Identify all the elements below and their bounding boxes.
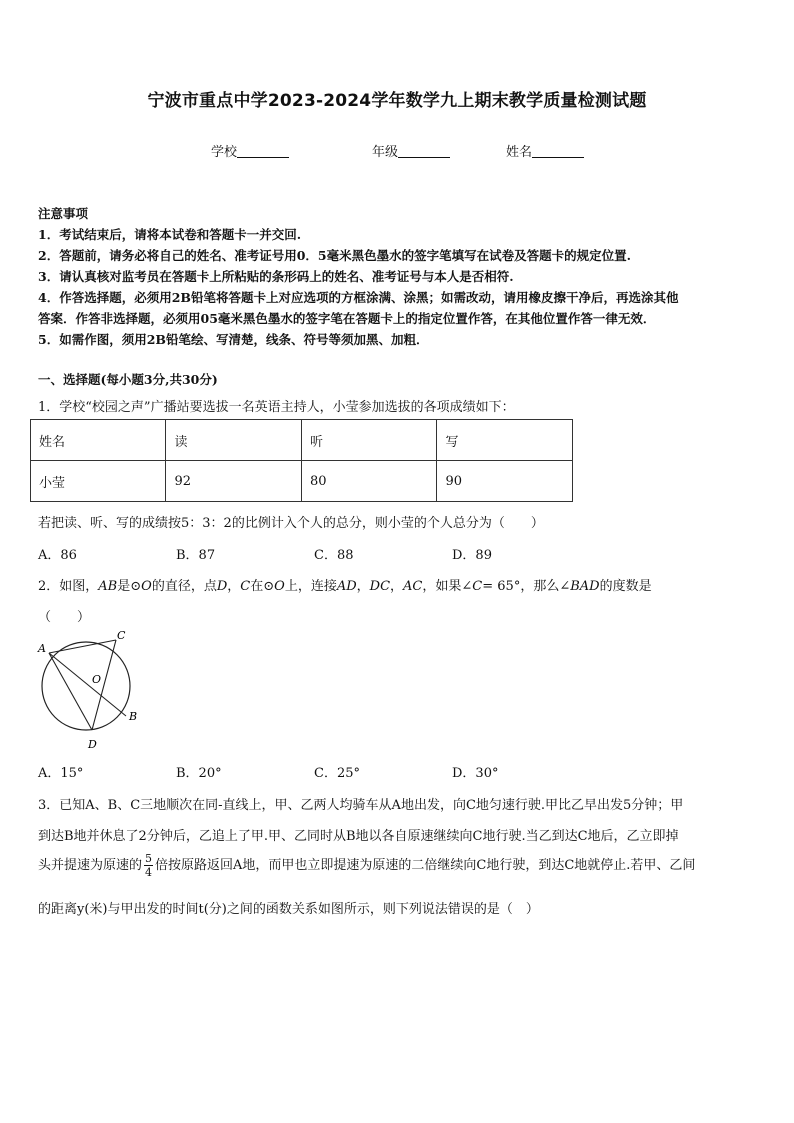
q2-paren: （ ）: [38, 610, 91, 625]
q3-line-with-fraction: [38, 852, 695, 879]
q2-option-d: D．30°: [452, 766, 499, 781]
q2-text: 在⊙: [250, 579, 275, 594]
q2-math: C: [240, 579, 251, 594]
q2-math: C: [472, 579, 483, 594]
q2-text: 2．如图，: [38, 579, 99, 594]
notice-heading: 注意事项: [38, 206, 89, 221]
label-d: D: [88, 738, 97, 751]
q2-math: D: [216, 579, 228, 594]
q2-text: ，如果∠: [422, 579, 473, 594]
table-cell: 姓名: [31, 420, 166, 461]
notice-item: 4．作答选择题，必须用2B铅笔将答题卡上对应选项的方框涂满、涂黑；如需改动，请用橡皮擦干净后，再选涂其他: [38, 290, 679, 305]
notice-item: 3．请认真核对监考员在答题卡上所粘贴的条形码上的姓名、准考证号与本人是否相符.: [38, 269, 514, 284]
table-cell: 小莹: [31, 461, 166, 502]
table-cell: 92: [166, 461, 302, 502]
table-cell: 80: [301, 461, 437, 502]
table-cell: 90: [437, 461, 573, 502]
table-cell: 听: [301, 420, 437, 461]
q2-text: 上，连接: [284, 579, 337, 594]
circle-outline: [42, 642, 130, 730]
fraction-denominator: 4: [145, 866, 153, 879]
diameter-ab: [49, 653, 126, 716]
q1-option-a: A．86: [38, 548, 77, 563]
q2-math: AB: [98, 579, 118, 594]
notice-item: 2．答题前，请务必将自己的姓名、准考证号用0．5毫米黑色墨水的签字笔填写在试卷及答题卡的规定位置.: [38, 248, 631, 263]
q2-text: 是⊙: [117, 579, 142, 594]
q2-text: ，: [390, 579, 404, 594]
q1-option-b: B．87: [176, 548, 216, 563]
table-cell: 写: [437, 420, 573, 461]
label-c: C: [117, 629, 126, 642]
grade-blank: [398, 145, 450, 158]
q1-after: 若把读、听、写的成绩按5：3：2的比例计入个人的总分，则小莹的个人总分为（ ）: [38, 516, 544, 531]
name-blank: [532, 145, 584, 158]
q1-stem: 1．学校“校园之声”广播站要选拔一名英语主持人，小莹参加选拔的各项成绩如下：: [38, 400, 515, 415]
q1-option-d: D．89: [452, 548, 492, 563]
q2-text: ，: [227, 579, 241, 594]
q2-option-c: C．25°: [314, 766, 360, 781]
label-a: A: [38, 642, 46, 655]
grade-label: 年级: [372, 145, 399, 160]
page-title: 宁波市重点中学2023-2024学年数学九上期末教学质量检测试题: [147, 91, 647, 111]
q2-stem: [38, 575, 652, 594]
q2-option-a: A．15°: [38, 766, 84, 781]
q2-math: O: [141, 579, 152, 594]
q2-text: ，: [356, 579, 370, 594]
q3-line: 的距离y(米)与甲出发的时间t(分)之间的函数关系如图所示，则下列说法错误的是（ ）: [38, 902, 539, 917]
school-field: [211, 141, 289, 160]
section-heading: 一、选择题(每小题3分,共30分): [38, 372, 218, 387]
q2-math: AC: [403, 579, 423, 594]
name-field: [506, 141, 584, 160]
q2-math: DC: [369, 579, 391, 594]
fraction: [144, 852, 153, 879]
fraction-numerator: 5: [145, 852, 153, 865]
school-blank: [237, 145, 289, 158]
notice-item: 答案．作答非选择题，必须用05毫米黑色墨水的签字笔在答题卡上的指定位置作答，在其他位置作答一律无效．: [38, 311, 656, 326]
q2-math: BAD: [570, 579, 600, 594]
q2-text: = 65°，那么∠: [482, 579, 571, 594]
q2-math: O: [274, 579, 285, 594]
q2-math: AD: [336, 579, 357, 594]
q3-text: 头并提速为原速的: [38, 858, 143, 873]
label-o: O: [92, 673, 102, 686]
q2-text: 的度数是: [599, 579, 652, 594]
circle-figure: [34, 628, 146, 752]
score-table: [30, 419, 573, 502]
q3-line: 3．已知A、B、C三地顺次在同-直线上，甲、乙两人均骑车从A地出发，向C地匀速行驶.甲比乙早出发5分钟；甲: [38, 798, 684, 813]
name-label: 姓名: [506, 145, 533, 160]
grade-field: [372, 141, 450, 160]
q1-option-c: C．88: [314, 548, 354, 563]
q3-text: 倍按原路返回A地，而甲也立即提速为原速的二倍继续向C地行驶，到达C地就停止.若甲、乙间: [155, 858, 696, 873]
q2-text: 的直径，点: [151, 579, 217, 594]
table-row: [31, 461, 573, 502]
q2-option-b: B．20°: [176, 766, 222, 781]
notice-item: 5．如需作图，须用2B铅笔绘、写清楚，线条、符号等须加黑、加粗．: [38, 332, 429, 347]
school-label: 学校: [211, 145, 238, 160]
q3-line: 到达B地并休息了2分钟后，乙追上了甲.甲、乙同时从B地以各自原速继续向C地行驶.当乙到达C地后，乙立即掉: [38, 829, 679, 844]
notice-item: 1．考试结束后，请将本试卷和答题卡一并交回.: [38, 227, 302, 242]
table-cell: 读: [166, 420, 302, 461]
label-b: B: [129, 710, 138, 723]
table-row: [31, 420, 573, 461]
